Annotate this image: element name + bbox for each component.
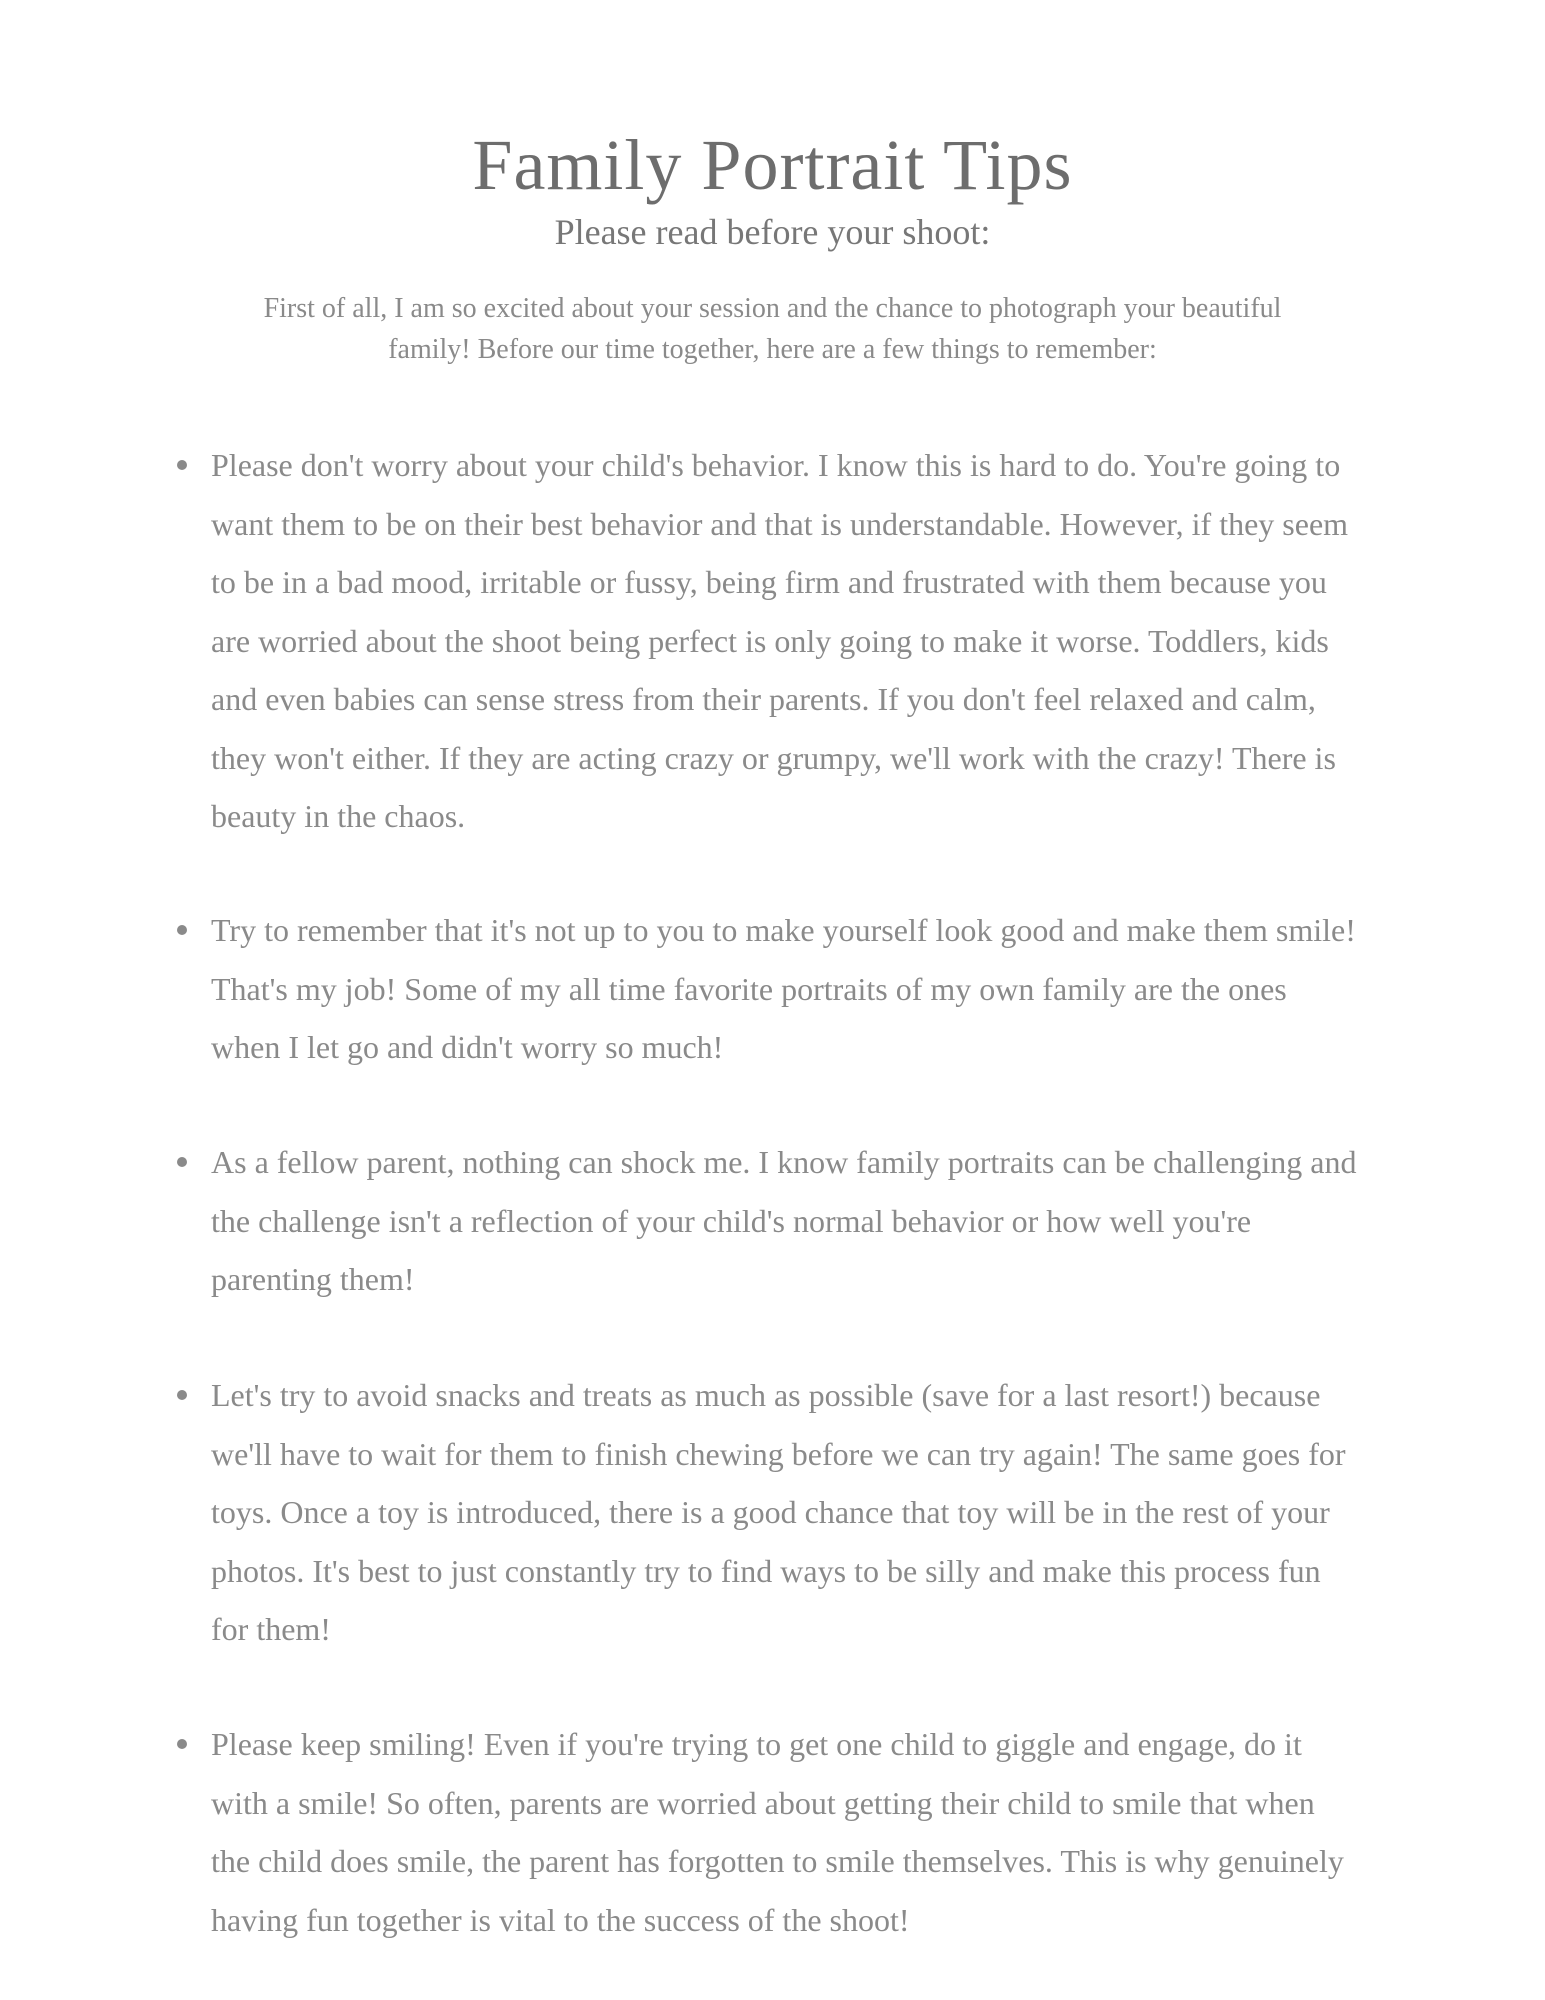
- tip-text: Let's try to avoid snacks and treats as much as possible (save for a last resort!) because we'll have to wait for them to finish chewing before we can try again! The same goes for toys. Once a toy is introduced, there is a good chance that toy will be in the rest of your photos. It's best to just constantly try to find ways to be silly and make this process fun for them!: [211, 1377, 1346, 1647]
- bullet-icon: [177, 460, 187, 470]
- list-item: [211, 1715, 1361, 1949]
- bullet-icon: [177, 1157, 187, 1167]
- tip-text: As a fellow parent, nothing can shock me. I know family portraits can be challenging and the challenge isn't a reflection of your child's normal behavior or how well you're parenting them!: [211, 1144, 1357, 1297]
- bullet-icon: [177, 925, 187, 935]
- intro-paragraph: First of all, I am so excited about your session and the chance to photograph your beautiful family! Before our time together, here are a few things to remember:: [263, 293, 1282, 365]
- tip-text: Try to remember that it's not up to you to make yourself look good and make them smile! That's my job! Some of my all time favorite portraits of my own family are the ones when I let go and didn't worry so much!: [211, 912, 1356, 1065]
- bullet-icon: [177, 1739, 187, 1749]
- tip-text: Please keep smiling! Even if you're trying to get one child to giggle and engage, do it with a smile! So often, parents are worried about getting their child to smile that when the child does smile, the parent has forgotten to smile themselves. This is why genuinely having fun together is vital to the success of the shoot!: [211, 1726, 1344, 1938]
- list-item: [211, 436, 1361, 846]
- page-title: Family Portrait Tips: [472, 125, 1073, 205]
- tip-text: Please don't worry about your child's behavior. I know this is hard to do. You're going to want them to be on their best behavior and that is understandable. However, if they seem to be in a bad mood, irritable or fussy, being firm and frustrated with them because you are worried about the shoot being perfect is only going to make it worse. Toddlers, kids and even babies can sense stress from their parents. If you don't feel relaxed and calm, they won't either. If they are acting crazy or grumpy, we'll work with the crazy! There is beauty in the chaos.: [211, 447, 1349, 834]
- bullet-icon: [177, 1390, 187, 1400]
- list-item: [211, 901, 1361, 1077]
- list-item: [211, 1366, 1361, 1659]
- page-subtitle: Please read before your shoot:: [554, 212, 991, 252]
- list-item: [211, 1133, 1361, 1309]
